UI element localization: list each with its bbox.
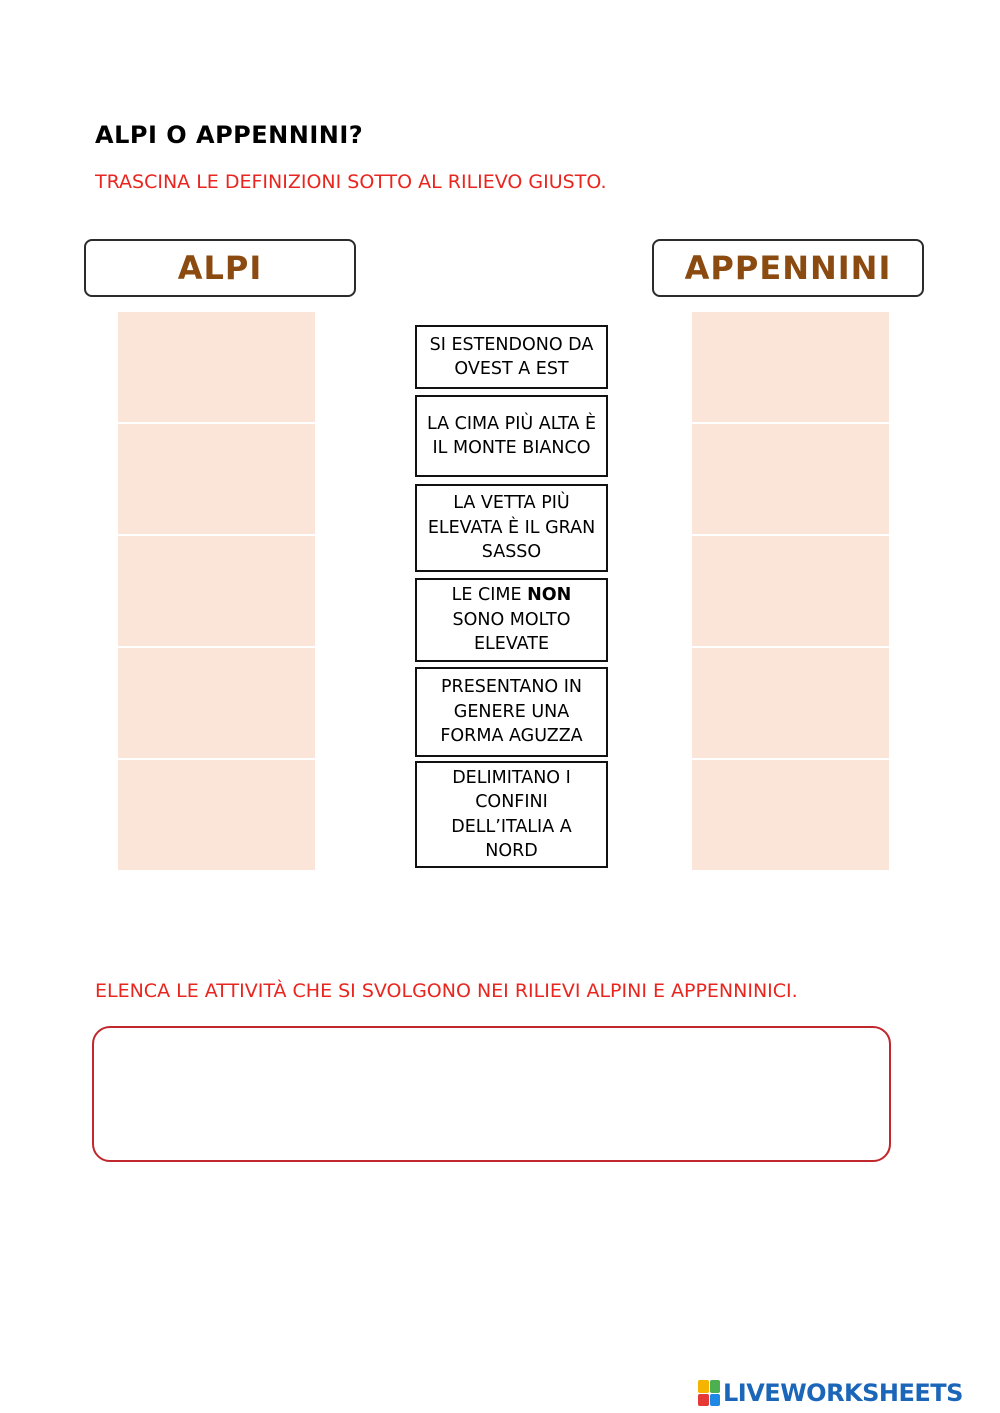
alpi-drop-zone[interactable] bbox=[118, 536, 315, 646]
card-text bbox=[425, 583, 598, 657]
card-text-post: SONO MOLTO ELEVATE bbox=[452, 609, 571, 655]
card-text: DELIMITANO I CONFINI DELL’ITALIA A NORD bbox=[451, 767, 572, 861]
appennini-header: APPENNINI bbox=[652, 239, 924, 297]
appennini-drop-zone[interactable] bbox=[692, 536, 889, 646]
appennini-drop-zone[interactable] bbox=[692, 312, 889, 422]
page-title: ALPI O APPENNINI? bbox=[95, 121, 364, 149]
drag-instruction: TRASCINA LE DEFINIZIONI SOTTO AL RILIEVO GIUSTO. bbox=[95, 171, 607, 193]
card-text: SI ESTENDONO DA OVEST A EST bbox=[429, 334, 594, 379]
alpi-drop-column bbox=[118, 312, 315, 870]
card-text-bold: NON bbox=[527, 585, 572, 606]
appennini-drop-column bbox=[692, 312, 889, 870]
card-text: LA CIMA PIÙ ALTA È IL MONTE BIANCO bbox=[426, 413, 597, 458]
card-text-pre: LE CIME bbox=[451, 585, 528, 606]
card-text: PRESENTANO IN GENERE UNA FORMA AGUZZA bbox=[440, 677, 583, 747]
appennini-drop-zone[interactable] bbox=[692, 760, 889, 870]
alpi-drop-zone[interactable] bbox=[118, 648, 315, 758]
definition-card[interactable] bbox=[415, 761, 608, 868]
alpi-drop-zone[interactable] bbox=[118, 424, 315, 534]
activities-answer-field[interactable] bbox=[92, 1026, 891, 1162]
definition-card[interactable] bbox=[415, 325, 608, 389]
definition-card[interactable] bbox=[415, 484, 608, 572]
liveworksheets-brand bbox=[698, 1378, 963, 1408]
definition-card[interactable] bbox=[415, 667, 608, 757]
alpi-header: ALPI bbox=[84, 239, 356, 297]
alpi-drop-zone[interactable] bbox=[118, 312, 315, 422]
liveworksheets-logo-icon bbox=[698, 1380, 720, 1406]
definition-card[interactable] bbox=[415, 395, 608, 477]
appennini-drop-zone[interactable] bbox=[692, 648, 889, 758]
alpi-drop-zone[interactable] bbox=[118, 760, 315, 870]
liveworksheets-wordmark: LIVEWORKSHEETS bbox=[723, 1379, 963, 1407]
card-text: LA VETTA PIÙ ELEVATA È IL GRAN SASSO bbox=[427, 493, 596, 563]
definition-card[interactable] bbox=[415, 578, 608, 662]
appennini-drop-zone[interactable] bbox=[692, 424, 889, 534]
list-instruction: ELENCA LE ATTIVITÀ CHE SI SVOLGONO NEI RILIEVI ALPINI E APPENNINICI. bbox=[95, 980, 798, 1002]
